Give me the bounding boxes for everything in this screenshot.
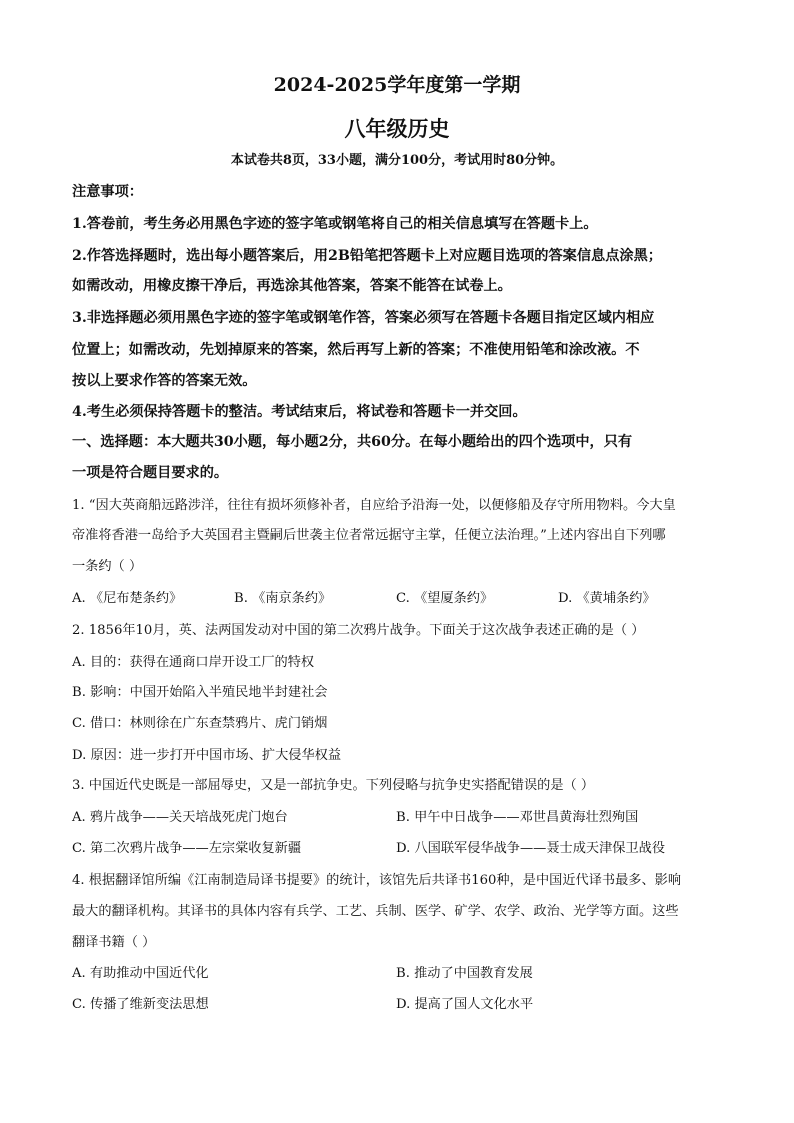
question-3-option-a: A. 鸦片战争——关天培战死虎门炮台 (72, 810, 288, 825)
question-2-option-b: B. 影响：中国开始陷入半殖民地半封建社会 (72, 685, 328, 700)
question-2-option-a: A. 目的：获得在通商口岸开设工厂的特权 (72, 655, 315, 670)
question-1-stem: 帝准将香港一岛给予大英国君主暨嗣后世袭主位者常远据守主掌，任便立法治理。”上述内容出自下列哪 (72, 528, 666, 543)
notice-line: 如需改动，用橡皮擦干净后，再选涂其他答案，答案不能答在试卷上。 (72, 278, 512, 294)
question-4-stem: 最大的翻译机构。其译书的具体内容有兵学、工艺、兵制、医学、矿学、农学、政治、光学等方面。这些 (72, 904, 679, 919)
notice-heading: 注意事项： (72, 184, 143, 200)
question-3-option-d: D. 八国联军侵华战争——聂士成天津保卫战役 (396, 841, 666, 856)
question-4-option-a: A. 有助推动中国近代化 (72, 966, 209, 981)
exam-term-title: 2024-2025学年度第一学期 (273, 74, 521, 96)
question-4-option-c: C. 传播了维新变法思想 (72, 997, 209, 1012)
question-1-stem: 1. “因大英商船远路涉洋，往往有损坏须修补者，自应给予沿海一处，以便修船及存守所用物料。今大皇 (72, 498, 676, 513)
notice-line: 按以上要求作答的答案无效。 (72, 373, 257, 389)
notice-line: 3.非选择题必须用黑色字迹的签字笔或钢笔作答，答案必须写在答题卡各题目指定区域内相应 (72, 310, 655, 326)
subject-title: 八年级历史 (344, 116, 450, 141)
question-2-option-c: C. 借口：林则徐在广东查禁鸦片、虎门销烟 (72, 716, 328, 731)
question-1-option-d: D. 《黄埔条约》 (558, 591, 656, 606)
question-4-option-d: D. 提高了国人文化水平 (396, 997, 534, 1012)
question-3-option-b: B. 甲午中日战争——邓世昌黄海壮烈殉国 (396, 810, 639, 825)
notice-line: 1.答卷前，考生务必用黑色字迹的签字笔或钢笔将自己的相关信息填写在答题卡上。 (72, 216, 598, 232)
question-4-option-b: B. 推动了中国教育发展 (396, 966, 533, 981)
question-1-option-a: A. 《尼布楚条约》 (72, 591, 183, 606)
notice-line: 2.作答选择题时，选出每小题答案后，用2B铅笔把答题卡上对应题目选项的答案信息点涂黑； (72, 248, 662, 264)
question-3-stem: 3. 中国近代史既是一部屈辱史，又是一部抗争史。下列侵略与抗争史实搭配错误的是（ ） (72, 778, 595, 793)
question-2-stem: 2. 1856年10月，英、法两国发动对中国的第二次鸦片战争。下面关于这次战争表述正确的是（ ） (72, 623, 645, 638)
notice-line: 4.考生必须保持答题卡的整洁。考试结束后，将试卷和答题卡一并交回。 (72, 404, 527, 420)
exam-info: 本试卷共8页，33小题，满分100分，考试用时80分钟。 (230, 153, 564, 168)
question-1-option-b: B. 《南京条约》 (234, 591, 332, 606)
question-1-option-c: C. 《望厦条约》 (396, 591, 494, 606)
question-4-stem: 翻译书籍（ ） (72, 935, 156, 950)
notice-line: 位置上；如需改动，先划掉原来的答案，然后再写上新的答案；不准使用铅笔和涂改液。不 (72, 342, 640, 358)
section-heading: 一、选择题：本大题共30小题，每小题2分，共60分。在每小题给出的四个选项中，只有 (72, 434, 633, 450)
question-3-option-c: C. 第二次鸦片战争——左宗棠收复新疆 (72, 841, 302, 856)
question-1-stem: 一条约（ ） (72, 559, 143, 574)
section-heading: 一项是符合题目要求的。 (72, 465, 229, 481)
question-4-stem: 4. 根据翻译馆所编《江南制造局译书提要》的统计，该馆先后共译书160种，是中国近代译书最多、影响 (72, 873, 682, 888)
question-2-option-d: D. 原因：进一步打开中国市场、扩大侵华权益 (72, 748, 342, 763)
